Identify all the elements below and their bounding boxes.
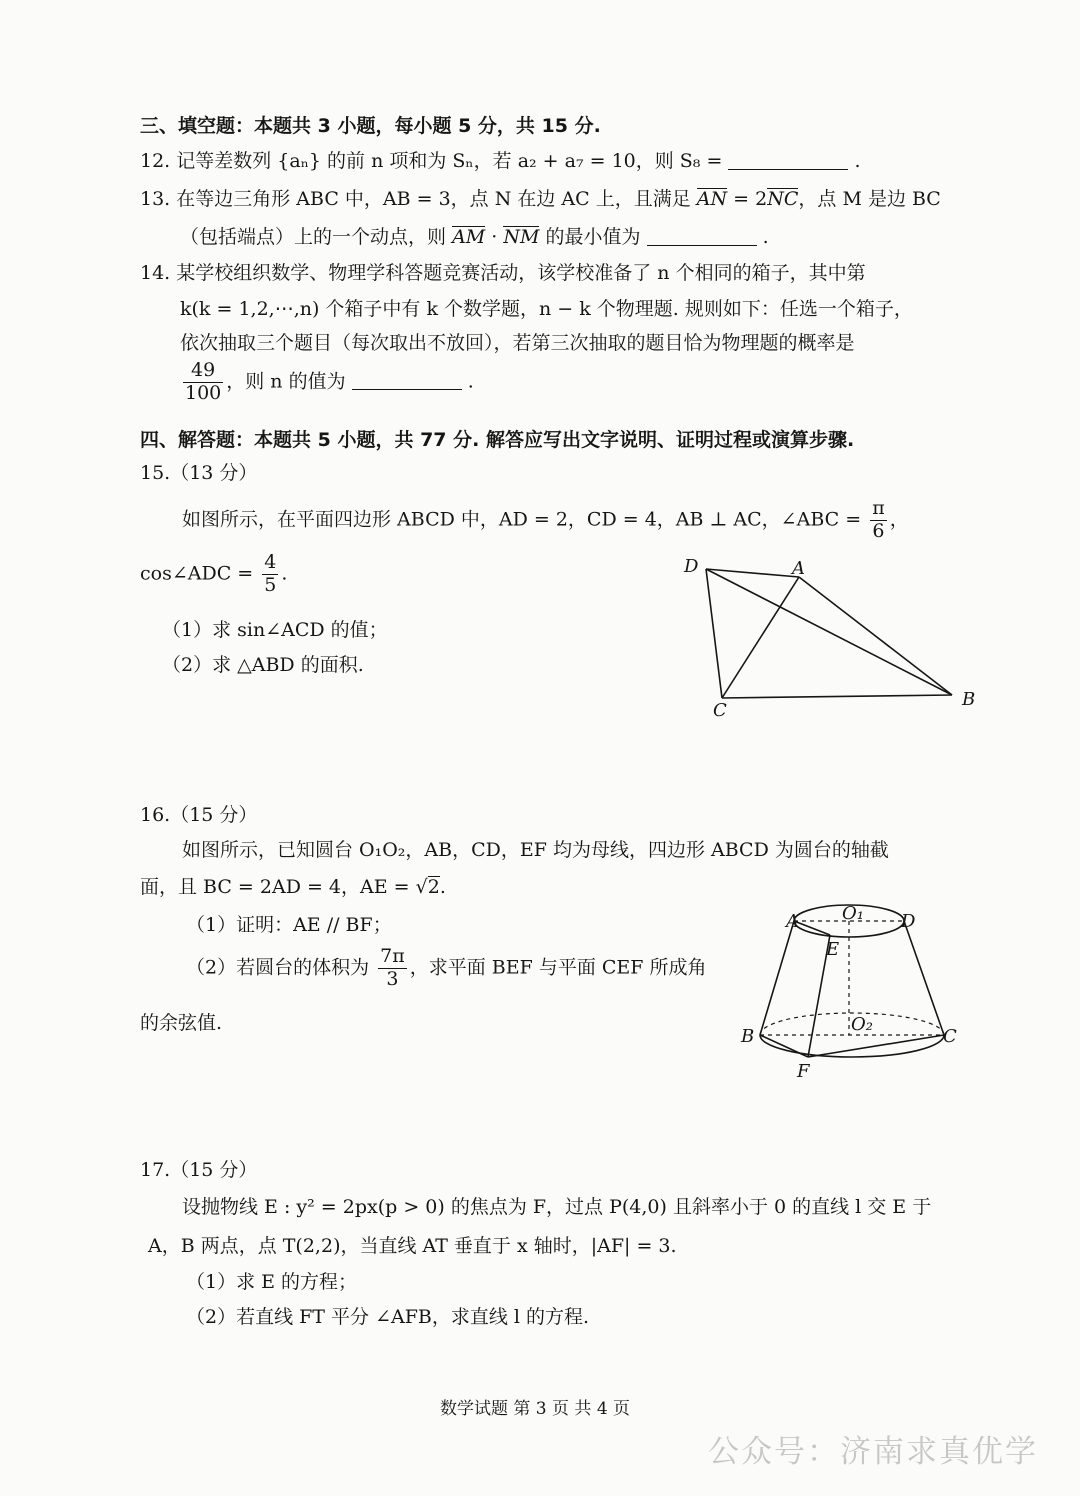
- segment-cd: [706, 569, 722, 698]
- vector-an: AN: [696, 188, 728, 210]
- q15-cos-fraction: [262, 552, 278, 597]
- q14-text: ，则 n 的值为: [226, 370, 346, 393]
- q17-part-2: （2）若直线 FT 平分 ∠AFB，求直线 l 的方程.: [186, 1306, 590, 1328]
- vector-am: AM: [452, 226, 486, 248]
- q15-six: 6: [872, 519, 885, 542]
- question-17-line-2: A，B 两点，点 T(2,2)，当直线 AT 垂直于 x 轴时，|AF| = 3.: [148, 1235, 677, 1257]
- q13-text-b: ，点 M 是边 BC: [798, 188, 941, 210]
- point-label-d: D: [684, 556, 699, 577]
- q16-frustum-figure: [748, 900, 968, 1080]
- q13-dot: ·: [485, 226, 504, 248]
- q15-cos-den: 5: [264, 573, 277, 596]
- section-3-heading: 三、填空题：本题共 3 小题，每小题 5 分，共 15 分.: [140, 115, 601, 137]
- q14-answer-blank[interactable]: [352, 370, 462, 390]
- question-17-heading: 17.（15 分）: [140, 1159, 258, 1181]
- segment-db: [706, 569, 952, 695]
- point-label-f: F: [797, 1061, 810, 1082]
- q14-end: .: [467, 370, 474, 393]
- vector-nc: NC: [767, 188, 799, 210]
- segment-ab: [799, 577, 952, 695]
- q16-part-2-continued: 的余弦值.: [140, 1012, 223, 1034]
- question-16-line-1: 如图所示，已知圆台 O₁O₂，AB，CD，EF 均为母线，四边形 ABCD 为圆台的轴截: [182, 839, 889, 861]
- point-label-o2: O₂: [851, 1014, 873, 1035]
- question-15-line-1: [182, 498, 909, 543]
- q12-text: 12. 记等差数列 {aₙ} 的前 n 项和为 Sₙ，若 a₂ + a₇ = 10，则 S₈ =: [140, 150, 723, 172]
- q15-pi: π: [872, 497, 885, 519]
- point-label-b-frustum: B: [741, 1026, 755, 1047]
- q15-text-1: 如图所示，在平面四边形 ABCD 中，AD = 2，CD = 4，AB ⊥ AC，∠ABC =: [182, 508, 862, 531]
- q13-text-a: 13. 在等边三角形 ABC 中，AB = 3，点 N 在边 AC 上，且满足: [140, 188, 691, 210]
- segment-fc: [808, 1035, 944, 1057]
- point-label-a-frustum: A: [786, 911, 799, 932]
- generatrix-ab: [760, 921, 794, 1035]
- q15-part-1: （1）求 sin∠ACD 的值；: [162, 619, 388, 641]
- point-label-d-frustum: D: [901, 911, 916, 932]
- point-label-e: E: [826, 939, 840, 960]
- q14-numerator: 49: [183, 360, 223, 383]
- q15-part-2: （2）求 △ABD 的面积.: [162, 654, 364, 676]
- question-13-line-2: [180, 222, 769, 249]
- q17-part-1: （1）求 E 的方程；: [186, 1271, 358, 1293]
- q14-denominator: 100: [185, 381, 222, 404]
- q15-text-2-end: .: [281, 562, 288, 585]
- question-14-line-1: 14. 某学校组织数学、物理学科答题竞赛活动，该学校准备了 n 个相同的箱子，其中第: [140, 262, 866, 284]
- q12-answer-blank[interactable]: [728, 150, 848, 170]
- q15-quadrilateral-figure: [676, 552, 996, 722]
- question-12: [140, 146, 861, 173]
- q16-part-1: （1）证明：AE // BF；: [186, 914, 392, 936]
- point-label-a: A: [792, 558, 805, 579]
- section-4-heading: 四、解答题：本题共 5 小题，共 77 分. 解答应写出文字说明、证明过程或演算步骤.: [140, 429, 855, 451]
- question-14-line-2: k(k = 1,2,⋯,n) 个箱子中有 k 个数学题，n − k 个物理题. 规则如下：任选一个箱子，: [180, 298, 913, 320]
- watermark: 公众号：济南求真优学: [708, 1434, 1038, 1470]
- q16-text-2: 面，且 BC = 2AD = 4，AE =: [140, 876, 410, 898]
- q16-volume-den: 3: [386, 967, 399, 990]
- question-14-line-3: 依次抽取三个题目（每次取出不放回），若第三次抽取的题目恰为物理题的概率是: [180, 332, 855, 354]
- q13-text-c: （包括端点）上的一个动点，则: [180, 226, 447, 248]
- q16-volume-fraction: [378, 946, 407, 991]
- q15-cos-label: cos∠ADC =: [140, 562, 254, 585]
- question-15-line-2: [140, 552, 287, 597]
- q16-part-2-b: ，求平面 BEF 与平面 CEF 所成角: [409, 956, 707, 979]
- question-14-line-4: [180, 360, 474, 405]
- q13-answer-blank[interactable]: [647, 226, 757, 246]
- segment-bf: [760, 1035, 808, 1057]
- question-16-heading: 16.（15 分）: [140, 804, 258, 826]
- segment-ac: [722, 577, 799, 698]
- q16-text-2-end: .: [439, 876, 446, 898]
- q15-cos-num: 4: [264, 551, 277, 573]
- segment-bc: [722, 695, 952, 698]
- point-label-c-frustum: C: [943, 1026, 957, 1047]
- question-15-heading: 15.（13 分）: [140, 462, 258, 484]
- point-label-c: C: [713, 700, 727, 721]
- q12-end: .: [854, 150, 861, 172]
- question-13-line-1: [140, 184, 941, 211]
- bottom-circle-front: [760, 1035, 944, 1057]
- q16-volume-num: 7π: [380, 945, 405, 967]
- q15-text-1-end: ，: [889, 508, 909, 531]
- point-label-o1: O₁: [842, 903, 864, 924]
- point-label-b: B: [962, 689, 976, 710]
- q16-part-2-a: （2）若圆台的体积为: [186, 956, 370, 979]
- q15-angle-fraction: [870, 498, 887, 543]
- vector-nm: NM: [503, 226, 540, 248]
- question-16-line-2: [140, 872, 446, 899]
- q13-eq: = 2: [727, 188, 768, 210]
- q14-fraction: [183, 360, 223, 405]
- sqrt-sign: √: [415, 876, 428, 898]
- q16-part-2: [186, 946, 706, 991]
- generatrix-dc: [904, 921, 944, 1035]
- page-footer: 数学试题 第 3 页 共 4 页: [440, 1399, 631, 1419]
- q16-sqrt-radicand: 2: [427, 876, 440, 898]
- question-17-line-1: 设抛物线 E : y² = 2px(p > 0) 的焦点为 F，过点 P(4,0) 且斜率小于 0 的直线 l 交 E 于: [182, 1196, 932, 1218]
- q13-text-d: 的最小值为: [539, 226, 641, 248]
- q13-end: .: [762, 226, 769, 248]
